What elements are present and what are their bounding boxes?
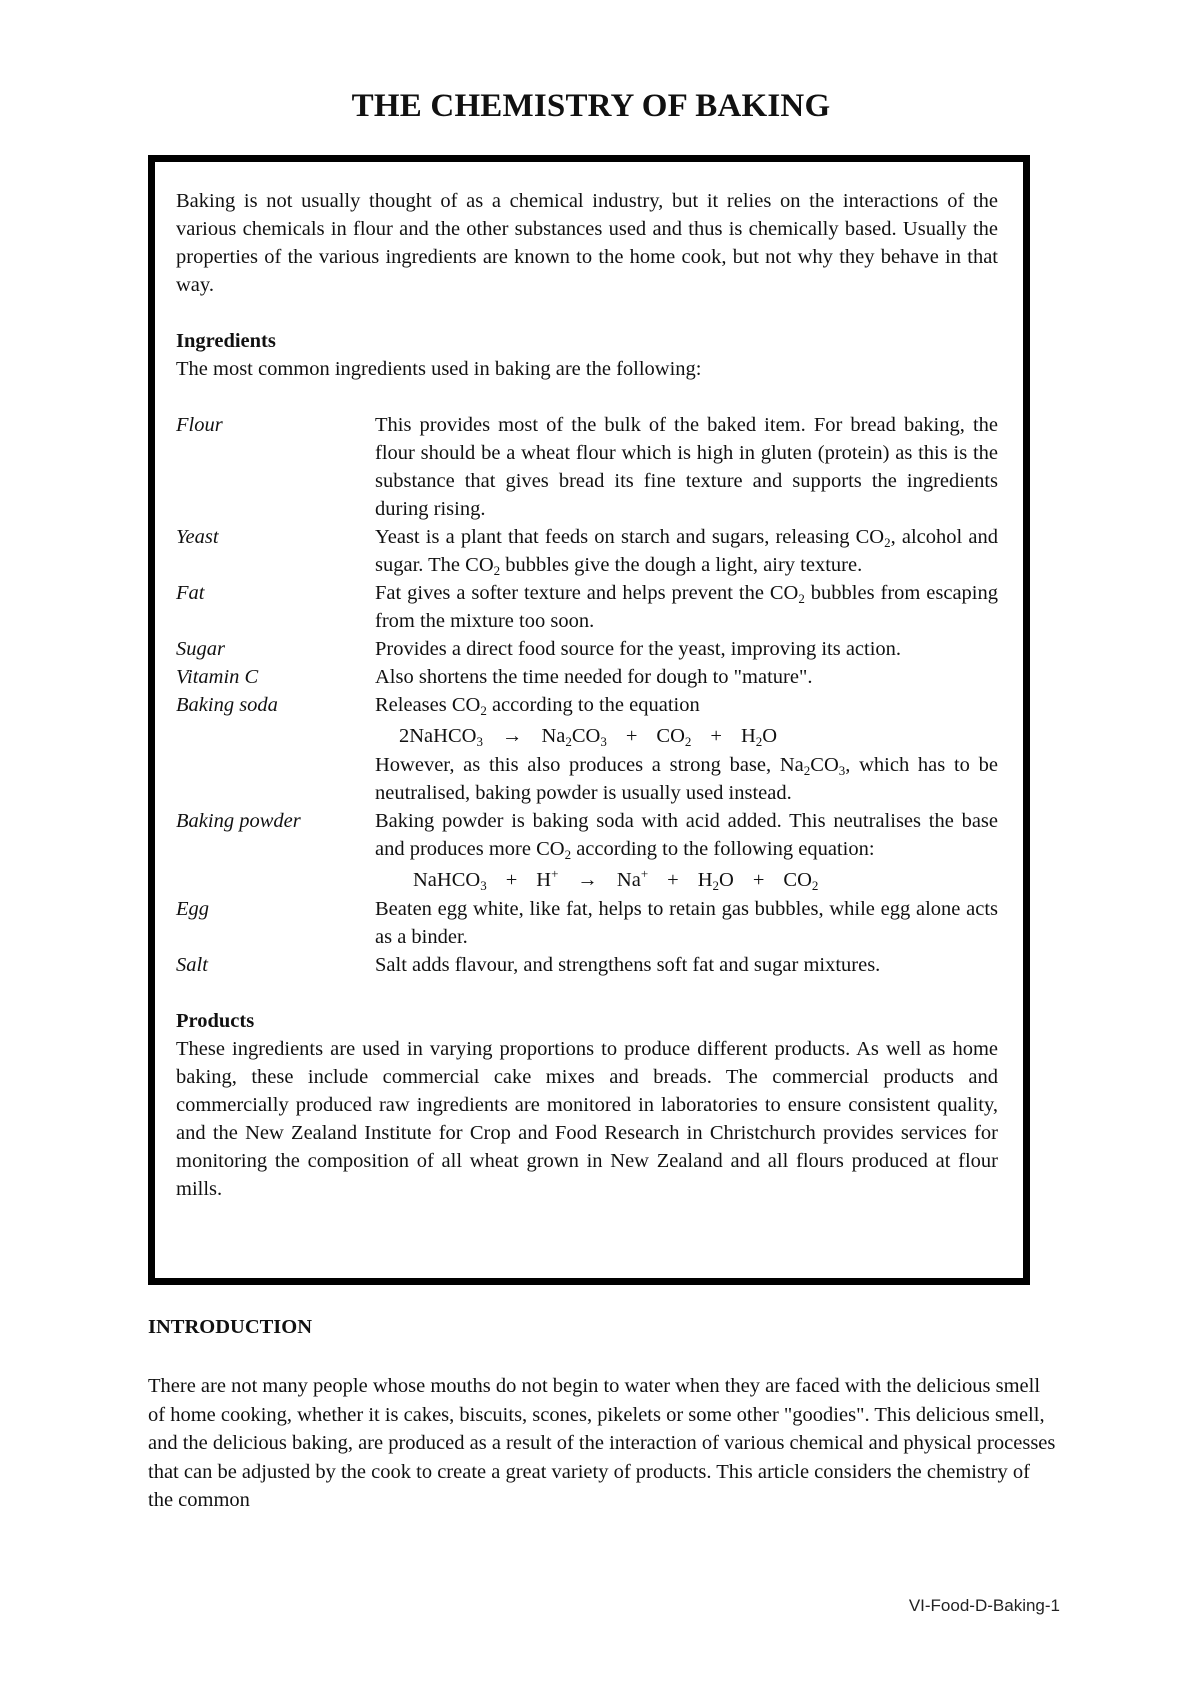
ingredient-row xyxy=(176,807,998,895)
ingredient-name: Yeast xyxy=(176,526,219,548)
equation-baking-soda: 2NaHCO$_3$ → $Na_2CO_3$ + $CO_2$ + $H_2O$ xyxy=(399,725,778,749)
equation-baking-powder: NaHCO$_3$ + H+ → Na+ + $H_2O$ + $CO_2$ xyxy=(413,866,819,893)
ingredient-desc: Yeast is a plant that feeds on starch and sugars, releasing $CO_2$, alcohol and sugar. The $CO_2$ bubbles give the dough a light, airy texture. xyxy=(375,526,998,578)
ingredient-name: Baking soda xyxy=(176,694,278,716)
ingredient-name: Egg xyxy=(176,898,210,920)
page-title: THE CHEMISTRY OF BAKING xyxy=(351,88,831,124)
ingredient-row xyxy=(176,895,998,951)
products-text: These ingredients are used in varying proportions to produce different products. As well as home baking, these include commercial cake mixes and breads. The commercial products and commercially produced raw ingredients are monitored in laboratories to ensure consistent quality, and the New Zealand Institute for Crop and Food Research in Christchurch provides services for monitoring the composition of all wheat grown in New Zealand and all flours produced at flour mills. xyxy=(176,1038,998,1200)
ingredient-name: Flour xyxy=(176,414,223,436)
ingredient-name: Salt xyxy=(176,954,208,976)
ingredient-desc: Provides a direct food source for the yeast, improving its action. xyxy=(375,638,902,660)
ingredient-desc: Salt adds flavour, and strengthens soft fat and sugar mixtures. xyxy=(375,954,881,976)
ingredient-desc: Fat gives a softer texture and helps prevent the $CO_2$ bubbles from escaping from the mixture too soon. xyxy=(375,582,998,632)
ingredient-row xyxy=(176,951,998,979)
summary-box xyxy=(148,155,1030,1285)
ingredient-desc: Releases $CO_2$ according to the equation 2NaHCO$_3$ → $Na_2CO_3$ + $CO_2$ + $H_2O$ However, as this also produces a strong base, $Na_2CO_3$, which has to be neutralised, baking powder is usually used instead. xyxy=(375,694,998,804)
ingredient-name: Vitamin C xyxy=(176,666,259,688)
ingredient-desc: Baking powder is baking soda with acid added. This neutralises the base and produces more $CO_2$ according to the following equation: NaHCO$_3$ + H+ → Na+ + $H_2O$ + $CO_2$ xyxy=(375,810,998,893)
ingredient-row xyxy=(176,579,998,635)
ingredient-name: Baking powder xyxy=(176,810,301,832)
ingredient-name: Fat xyxy=(176,582,205,604)
ingredient-row xyxy=(176,663,998,691)
products-heading: Products xyxy=(176,1010,255,1032)
ingredient-desc: Also shortens the time needed for dough to "mature". xyxy=(375,666,813,688)
ingredient-name: Sugar xyxy=(176,638,225,660)
ingredient-row xyxy=(176,635,998,663)
page-footer: VI-Food-D-Baking-1 xyxy=(908,1596,1060,1615)
ingredients-lead: The most common ingredients used in baking are the following: xyxy=(176,358,702,380)
introduction-text: There are not many people whose mouths do not begin to water when they are faced with the delicious smell of home cooking, whether it is cakes, biscuits, scones, pikelets or some other "goodies". This delicious smell, and the delicious baking, are produced as a result of the interaction of various chemical and physical processes that can be adjusted by the cook to create a great variety of products. This article considers the chemistry of the common xyxy=(148,1375,1056,1511)
ingredient-desc: Beaten egg white, like fat, helps to retain gas bubbles, while egg alone acts as a binder. xyxy=(375,898,998,948)
ingredient-row xyxy=(176,411,998,523)
summary-intro: Baking is not usually thought of as a chemical industry, but it relies on the interactions of the various chemicals in flour and the other substances used and thus is chemically based. Usually the properties of the various ingredients are known to the home cook, but not why they behave in that way. xyxy=(176,190,998,296)
ingredient-row xyxy=(176,691,998,807)
ingredient-row xyxy=(176,523,998,579)
ingredient-desc: This provides most of the bulk of the baked item. For bread baking, the flour should be a wheat flour which is high in gluten (protein) as this is the substance that gives bread its fine texture and supports the ingredients during rising. xyxy=(375,414,998,520)
ingredients-heading: Ingredients xyxy=(176,330,276,352)
introduction-heading: INTRODUCTION xyxy=(148,1316,313,1338)
